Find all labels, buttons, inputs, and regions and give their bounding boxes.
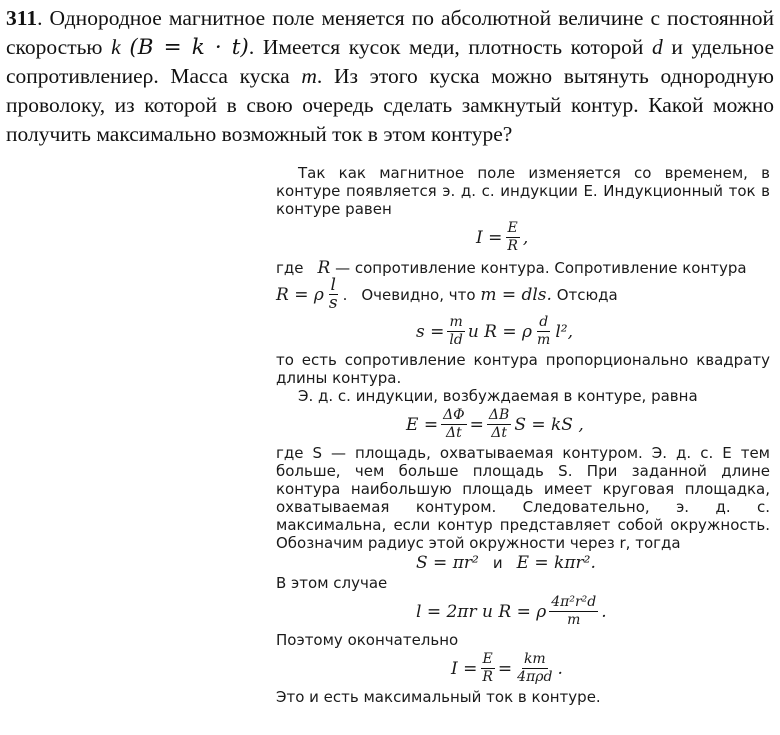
solution-paragraph: Это и есть максимальный ток в контуре. xyxy=(276,688,601,706)
solution-paragraph: то есть сопротивление контура пропорционально квадрату длины контура. xyxy=(276,351,770,387)
resistance-formula-line: R = ρ $\frac{l}{s}$ . Очевидно, что m = dls. Отсюда xyxy=(276,275,618,313)
problem-statement: 311. Однородное магнитное поле меняется по абсолютной величине с постоянной скоростью k (B = k · t). Имеется кусок меди, плотность которой d и удельное сопротивлениеρ. Масса куска m. Из этого куска можно вытянуть однородную проволоку, из которой в свою очередь сделать замкнутый контур. Какой можно получить максимально возможный ток в этом контуре? xyxy=(6,6,774,146)
solution-paragraph: Поэтому окончательно xyxy=(276,631,459,649)
speed-formula: (B = k · t) xyxy=(129,35,249,60)
solution-paragraph: Так как магнитное поле изменяется со временем, в контуре появляется э. д. с. индукции E. Индукционный ток в контуре равен xyxy=(276,164,770,218)
formula-final-current: I = $\frac{E}{R}$ = $\frac{km}{\text{4πρd}}$ . xyxy=(451,651,563,685)
solution-block xyxy=(276,164,770,706)
resistance-line: где R — сопротивление контура. Сопротивление контура xyxy=(276,258,747,278)
formula-emf: E = $\frac{\Delta\Phi}{\Delta t}$ = $\frac{\Delta B}{\Delta t}$ S = kS , xyxy=(406,407,584,441)
problem-number: 311 xyxy=(6,6,38,30)
formula-current: I = $\frac{E}{R}$ , xyxy=(476,220,529,254)
solution-paragraph: В этом случае xyxy=(276,574,388,592)
solution-paragraph: где S — площадь, охватываемая контуром. Э. д. с. E тем больше, чем больше площадь S. При заданной длине контура наибольшую площадь имеет круговая площадка, охватываемая контуром. Следовательно, э. д. с. максимальна, если контур представляет собой окружность. Обозначим радиус этой окружности через r, тогда xyxy=(276,444,770,552)
formula-area: s = $\frac{m}{ld}$ и R = ρ $\frac{d}{m}$ l², xyxy=(416,314,573,348)
solution-paragraph: Э. д. с. индукции, возбуждаемая в контуре, равна xyxy=(298,387,698,405)
formula-circle: S = πr² и E = kπr². xyxy=(416,553,596,573)
formula-length: l = 2πr и R = ρ $\frac{\text{4π²r²d}}{m}$ . xyxy=(416,594,607,628)
